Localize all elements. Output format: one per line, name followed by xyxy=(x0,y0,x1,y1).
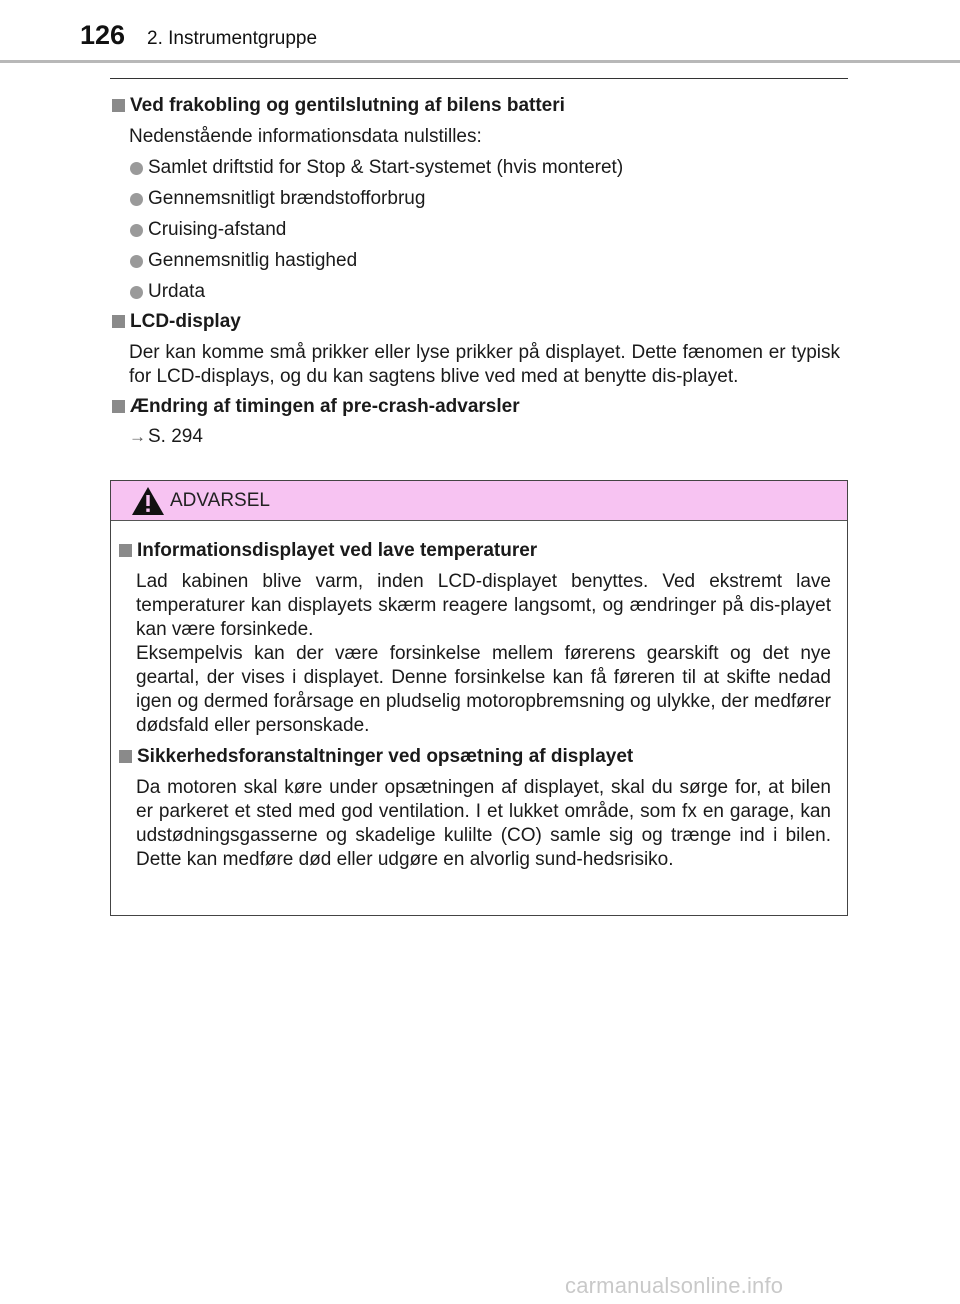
list-item-text: Cruising-afstand xyxy=(148,219,287,240)
lcd-heading xyxy=(110,310,850,334)
round-bullet-icon xyxy=(130,162,143,175)
square-bullet-icon xyxy=(119,544,132,557)
section-divider xyxy=(110,78,848,79)
page-header xyxy=(0,0,960,62)
warning-heading-text: Informationsdisplayet ved lave temperaturer xyxy=(137,540,538,561)
list-item xyxy=(110,218,850,242)
list-item-text: Urdata xyxy=(148,281,206,302)
list-item xyxy=(110,249,850,273)
lcd-heading-text: LCD-display xyxy=(130,311,241,332)
square-bullet-icon xyxy=(119,750,132,763)
warning-triangle-icon xyxy=(131,486,165,516)
page-number: 126 xyxy=(80,20,126,50)
warning-header xyxy=(111,481,847,521)
battery-intro: Nedenstående informationsdata nulstilles: xyxy=(129,126,482,147)
round-bullet-icon xyxy=(130,255,143,268)
warning-content xyxy=(111,521,847,872)
warning-label: ADVARSEL xyxy=(170,490,270,511)
header-rule xyxy=(0,60,960,63)
warning-heading-temperature xyxy=(117,539,831,563)
timing-heading xyxy=(110,395,850,419)
square-bullet-icon xyxy=(112,400,125,413)
list-item-text: Gennemsnitligt brændstofforbrug xyxy=(148,188,426,209)
warning-heading-setup xyxy=(117,745,831,769)
page-reference[interactable] xyxy=(110,425,850,449)
list-item xyxy=(110,156,850,180)
watermark: carmanualsonline.info xyxy=(565,1273,784,1298)
square-bullet-icon xyxy=(112,99,125,112)
warning-paragraph xyxy=(117,570,831,738)
chapter-title: 2. Instrumentgruppe xyxy=(147,28,318,49)
lcd-paragraph: Der kan komme små prikker eller lyse prikker på displayet. Dette fænomen er typisk for LCD-displays, og du kan sagtens blive ved med at benytte dis-playet. xyxy=(129,342,840,387)
warning-paragraph-line: Lad kabinen blive varm, inden LCD-displayet benyttes. Ved ekstremt lave temperaturer kan displayets skærm reagere langsomt, og ændringer på dis-playet kan være forsinkede. xyxy=(136,571,831,640)
warning-box xyxy=(110,480,848,916)
battery-heading-text: Ved frakobling og gentilslutning af bilens batteri xyxy=(130,95,565,116)
timing-heading-text: Ændring af timingen af pre-crash-advarsler xyxy=(130,396,520,417)
warning-paragraph: Da motoren skal køre under opsætningen af displayet, skal du sørge for, at bilen er parkeret et sted med god ventilation. I et lukket område, som fx en garage, kan udstødningsgasserne og skadelige kulilte (CO) samle sig og trænge ind i bilen. Dette kan medføre død eller udgøre en alvorlig sund-hedsrisiko. xyxy=(136,777,831,870)
page-reference-text: S. 294 xyxy=(148,426,203,447)
warning-heading-text: Sikkerhedsforanstaltninger ved opsætning af displayet xyxy=(137,746,634,767)
battery-heading xyxy=(110,94,850,118)
list-item-text: Samlet driftstid for Stop & Start-systemet (hvis monteret) xyxy=(148,157,624,178)
square-bullet-icon xyxy=(112,315,125,328)
arrow-right-icon: → xyxy=(129,427,146,446)
list-item xyxy=(110,187,850,211)
round-bullet-icon xyxy=(130,286,143,299)
list-item-text: Gennemsnitlig hastighed xyxy=(148,250,358,271)
round-bullet-icon xyxy=(130,193,143,206)
list-item xyxy=(110,280,850,304)
round-bullet-icon xyxy=(130,224,143,237)
content-body xyxy=(110,88,850,449)
warning-paragraph-line: Eksempelvis kan der være forsinkelse mellem førerens gearskift og det nye geartal, der vises i displayet. Denne forsinkelse kan få føreren til at skifte nedad igen og dermed forårsage en pludselig motoropbremsning og ulykke, der medfører dødsfald eller personskade. xyxy=(136,643,831,736)
